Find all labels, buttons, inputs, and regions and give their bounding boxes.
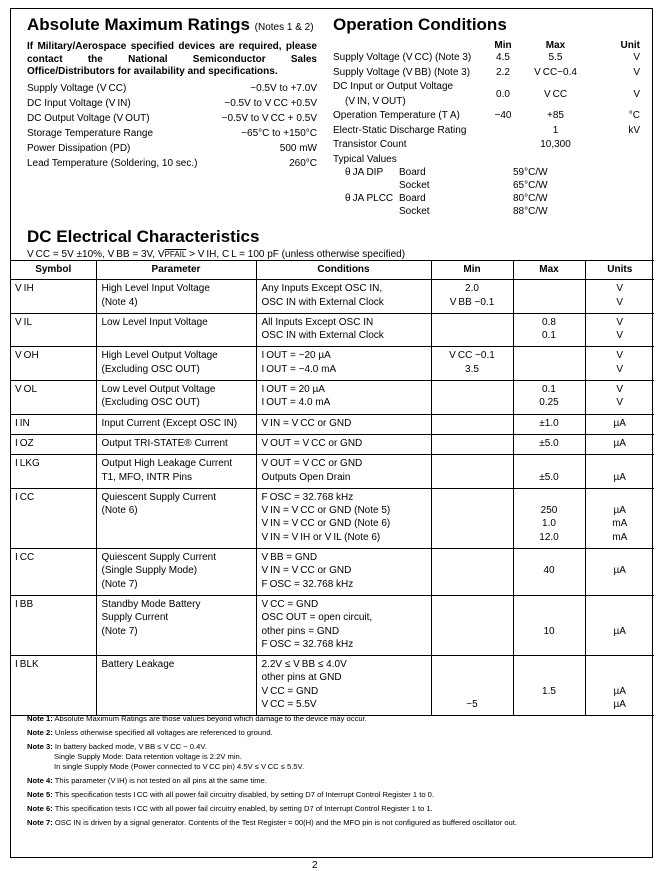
dc-test-conditions: V CC = 5V ±10%, V BB = 3V, VPFAIL > V IH, C L = 100 pF (unless otherwise specified) bbox=[27, 249, 406, 260]
typical-value: 59°C/W bbox=[513, 166, 548, 178]
column-header: Max bbox=[513, 261, 585, 280]
datasheet-page bbox=[10, 8, 653, 858]
table-header-row bbox=[11, 261, 654, 280]
rating-label: DC Output Voltage (V OUT) bbox=[27, 112, 150, 124]
rating-label: Power Dissipation (PD) bbox=[27, 142, 131, 154]
conditions-cell: V BB = GND V IN = V CC or GND F OSC = 32.768 kHz bbox=[256, 549, 431, 596]
operation-conditions-title: Operation Conditions bbox=[333, 15, 507, 34]
dc-characteristics-section bbox=[27, 227, 653, 261]
rating-row bbox=[27, 111, 317, 126]
table-row bbox=[11, 347, 654, 381]
rating-label: Supply Voltage (V CC) bbox=[27, 82, 127, 94]
operation-conditions-header: Min Max Unit bbox=[494, 40, 640, 51]
footnote-label: Note 1: bbox=[27, 714, 53, 723]
typical-package: θ JA PLCC bbox=[345, 192, 394, 204]
rating-value: 260°C bbox=[289, 157, 317, 169]
parameter-cell: Low Level Input Voltage bbox=[96, 313, 256, 347]
condition-name: Supply Voltage (V CC) (Note 3) bbox=[333, 52, 472, 63]
parameter-cell: Quiescent Supply Current (Single Supply Mode) (Note 7) bbox=[96, 549, 256, 596]
condition-unit: V bbox=[633, 52, 640, 63]
footnote-text: This specification tests I CC with all power fail circuitry disabled, by setting D7 of Interrupt Control Register 1 to 0. bbox=[54, 790, 434, 799]
condition-name: Supply Voltage (V BB) (Note 3) bbox=[333, 66, 471, 78]
condition-row bbox=[333, 51, 653, 66]
max-cell: 40 bbox=[513, 549, 585, 596]
parameter-cell: Output TRI-STATE® Current bbox=[96, 434, 256, 454]
parameter-cell: Low Level Output Voltage (Excluding OSC OUT) bbox=[96, 381, 256, 415]
footnote bbox=[27, 742, 647, 772]
parameter-cell: Standby Mode Battery Supply Current (Note 7) bbox=[96, 595, 256, 655]
max-cell: ±5.0 bbox=[513, 434, 585, 454]
conditions-cell: All Inputs Except OSC IN OSC IN with External Clock bbox=[256, 313, 431, 347]
parameter-cell: Input Current (Except OSC IN) bbox=[96, 414, 256, 434]
military-aerospace-warning: If Military/Aerospace specified devices are required, please contact the National Semiconductor Sales Office/Distributors for availability and specifications. bbox=[27, 41, 317, 77]
typical-package: θ JA DIP bbox=[345, 166, 384, 178]
max-cell: 10 bbox=[513, 595, 585, 655]
footnote bbox=[27, 728, 647, 738]
condition-name: Transistor Count bbox=[333, 139, 407, 150]
rating-row bbox=[27, 96, 317, 111]
table-row bbox=[11, 313, 654, 347]
parameter-cell: High Level Output Voltage (Excluding OSC OUT) bbox=[96, 347, 256, 381]
typical-value: 88°C/W bbox=[513, 205, 548, 217]
column-header: Conditions bbox=[256, 261, 431, 280]
symbol-cell: V IH bbox=[11, 280, 96, 314]
typical-package bbox=[333, 205, 399, 218]
column-header: Units bbox=[585, 261, 654, 280]
condition-unit: °C bbox=[628, 110, 640, 121]
units-cell: µA µA bbox=[585, 656, 654, 716]
symbol-cell: I IN bbox=[11, 414, 96, 434]
table-row bbox=[11, 434, 654, 454]
condition-unit bbox=[588, 138, 643, 153]
condition-min: 0.0 bbox=[496, 89, 510, 100]
typical-values bbox=[333, 153, 653, 218]
operation-conditions-section bbox=[333, 15, 653, 218]
symbol-cell: I CC bbox=[11, 488, 96, 548]
units-cell: µA bbox=[585, 434, 654, 454]
min-cell: 2.0 V BB −0.1 bbox=[431, 280, 513, 314]
footnote bbox=[27, 804, 647, 814]
min-cell bbox=[431, 414, 513, 434]
rating-row bbox=[27, 81, 317, 96]
rating-label: Storage Temperature Range bbox=[27, 127, 154, 139]
condition-min bbox=[483, 138, 523, 153]
parameter-cell: Output High Leakage Current T1, MFO, INTR Pins bbox=[96, 455, 256, 489]
footnote-extra: Single Supply Mode: Data retention voltage is 2.2V min. bbox=[54, 752, 242, 761]
footnote-label: Note 3: bbox=[27, 742, 53, 751]
conditions-cell: V IN = V CC or GND bbox=[256, 414, 431, 434]
condition-row bbox=[333, 138, 653, 153]
table-row bbox=[11, 280, 654, 314]
rating-value: −65°C to +150°C bbox=[241, 127, 317, 139]
min-cell bbox=[431, 549, 513, 596]
units-cell: V V bbox=[585, 280, 654, 314]
typical-condition: Board bbox=[399, 166, 426, 178]
max-cell: 0.1 0.25 bbox=[513, 381, 585, 415]
max-cell: 0.8 0.1 bbox=[513, 313, 585, 347]
footnote-text: This parameter (V IH) is not tested on all pins at the same time. bbox=[54, 776, 267, 785]
min-cell bbox=[431, 381, 513, 415]
rating-value: −0.5V to V CC + 0.5V bbox=[221, 112, 317, 124]
condition-row bbox=[333, 80, 653, 109]
typical-row bbox=[333, 192, 653, 205]
absolute-max-ratings-section bbox=[27, 15, 317, 171]
min-cell: V CC −0.1 3.5 bbox=[431, 347, 513, 381]
typical-package bbox=[333, 179, 399, 192]
conditions-cell: I OUT = 20 µA I OUT = 4.0 mA bbox=[256, 381, 431, 415]
conditions-cell: V OUT = V CC or GND bbox=[256, 434, 431, 454]
absolute-max-ratings-title: Absolute Maximum Ratings (Notes 1 & 2) bbox=[27, 15, 314, 34]
rating-value: −0.5V to V CC +0.5V bbox=[224, 97, 317, 109]
typical-row bbox=[333, 205, 653, 218]
footnote-label: Note 5: bbox=[27, 790, 53, 799]
conditions-cell: 2.2V ≤ V BB ≤ 4.0V other pins at GND V CC = GND V CC = 5.5V bbox=[256, 656, 431, 716]
units-cell: µA bbox=[585, 414, 654, 434]
typical-value: 65°C/W bbox=[513, 179, 548, 191]
condition-min: 4.5 bbox=[496, 52, 510, 63]
column-header: Min bbox=[431, 261, 513, 280]
units-cell: V V bbox=[585, 313, 654, 347]
symbol-cell: V OL bbox=[11, 381, 96, 415]
typical-value: 80°C/W bbox=[513, 192, 548, 204]
symbol-cell: V IL bbox=[11, 313, 96, 347]
max-cell: 1.5 bbox=[513, 656, 585, 716]
footnote-text: This specification tests I CC with all power fail circuitry enabled, by setting D7 of Interrupt Control Register 1 to 1. bbox=[54, 804, 433, 813]
footnote-text: In battery backed mode, V BB ≤ V CC − 0.4V. bbox=[54, 742, 207, 751]
footnote-label: Note 7: bbox=[27, 818, 53, 827]
footnote bbox=[27, 776, 647, 786]
footnote-extra: In single Supply Mode (Power connected to V CC pin) 4.5V ≤ V CC ≤ 5.5V. bbox=[54, 762, 305, 771]
footnote-label: Note 6: bbox=[27, 804, 53, 813]
symbol-cell: I BB bbox=[11, 595, 96, 655]
footnote-text: OSC IN is driven by a signal generator. Contents of the Test Register = 00(H) and the MFO pin is not configured as buffered oscillator out. bbox=[54, 818, 517, 827]
symbol-cell: I CC bbox=[11, 549, 96, 596]
footnote bbox=[27, 714, 647, 724]
max-cell: ±1.0 bbox=[513, 414, 585, 434]
max-cell bbox=[513, 280, 585, 314]
parameter-cell: Quiescent Supply Current (Note 6) bbox=[96, 488, 256, 548]
max-cell: 250 1.0 12.0 bbox=[513, 488, 585, 548]
typical-condition: Socket bbox=[399, 179, 430, 191]
typical-row bbox=[333, 179, 653, 192]
footnote-text: Unless otherwise specified all voltages are referenced to ground. bbox=[54, 728, 273, 737]
typical-condition: Board bbox=[399, 192, 426, 204]
column-header: Symbol bbox=[11, 261, 96, 280]
condition-min: −40 bbox=[494, 110, 512, 121]
conditions-cell: V OUT = V CC or GND Outputs Open Drain bbox=[256, 455, 431, 489]
rating-row bbox=[27, 126, 317, 141]
symbol-cell: I OZ bbox=[11, 434, 96, 454]
table-row bbox=[11, 455, 654, 489]
symbol-cell: I LKG bbox=[11, 455, 96, 489]
typical-condition: Socket bbox=[399, 205, 430, 217]
footnote-label: Note 4: bbox=[27, 776, 53, 785]
dc-characteristics-title: DC Electrical Characteristics bbox=[27, 227, 260, 246]
rating-row bbox=[27, 156, 317, 171]
condition-max: 5.5 bbox=[548, 52, 563, 63]
condition-name: DC Input or Output Voltage (V IN, V OUT) bbox=[333, 81, 454, 107]
conditions-cell: Any Inputs Except OSC IN, OSC IN with External Clock bbox=[256, 280, 431, 314]
units-cell: V V bbox=[585, 347, 654, 381]
typical-values-title: Typical Values bbox=[333, 153, 397, 165]
table-row bbox=[11, 656, 654, 716]
condition-max: 10,300 bbox=[540, 139, 571, 150]
table-row bbox=[11, 414, 654, 434]
conditions-cell: F OSC = 32.768 kHz V IN = V CC or GND (Note 5) V IN = V CC or GND (Note 6) V IN = V IH or V IL (Note 6) bbox=[256, 488, 431, 548]
min-cell bbox=[431, 434, 513, 454]
units-cell: µA mA mA bbox=[585, 488, 654, 548]
min-cell bbox=[431, 313, 513, 347]
condition-unit: V bbox=[633, 66, 640, 78]
condition-name: Operation Temperature (T A) bbox=[333, 110, 460, 121]
condition-row bbox=[333, 124, 653, 139]
condition-unit: kV bbox=[628, 124, 640, 136]
condition-max: V CC bbox=[543, 89, 568, 100]
parameter-cell: Battery Leakage bbox=[96, 656, 256, 716]
rating-value: −0.5V to +7.0V bbox=[250, 82, 317, 94]
table-row bbox=[11, 549, 654, 596]
condition-unit: V bbox=[633, 89, 640, 100]
symbol-cell: V OH bbox=[11, 347, 96, 381]
condition-name: Electr-Static Discharge Rating bbox=[333, 124, 467, 136]
condition-max: +85 bbox=[547, 110, 564, 121]
conditions-cell: I OUT = −20 µA I OUT = −4.0 mA bbox=[256, 347, 431, 381]
max-cell: ±5.0 bbox=[513, 455, 585, 489]
rating-row bbox=[27, 141, 317, 156]
min-cell bbox=[431, 595, 513, 655]
min-cell bbox=[431, 455, 513, 489]
operation-conditions-list bbox=[333, 51, 653, 153]
table-row bbox=[11, 595, 654, 655]
condition-min bbox=[483, 124, 523, 139]
units-cell: µA bbox=[585, 455, 654, 489]
units-cell: µA bbox=[585, 549, 654, 596]
conditions-cell: V CC = GND OSC OUT = open circuit, other pins = GND F OSC = 32.768 kHz bbox=[256, 595, 431, 655]
footnote bbox=[27, 790, 647, 800]
typical-row bbox=[333, 166, 653, 179]
rating-value: 500 mW bbox=[279, 142, 317, 154]
rating-label: DC Input Voltage (V IN) bbox=[27, 97, 131, 109]
table-row bbox=[11, 381, 654, 415]
condition-row bbox=[333, 66, 653, 81]
min-cell bbox=[431, 488, 513, 548]
table-row bbox=[11, 488, 654, 548]
condition-max: 1 bbox=[552, 124, 559, 136]
footnote-label: Note 2: bbox=[27, 728, 53, 737]
column-header: Parameter bbox=[96, 261, 256, 280]
rating-label: Lead Temperature (Soldering, 10 sec.) bbox=[27, 157, 198, 169]
min-cell: −5 bbox=[431, 656, 513, 716]
dc-characteristics-table bbox=[11, 260, 654, 716]
condition-max: V CC−0.4 bbox=[534, 66, 577, 78]
units-cell: V V bbox=[585, 381, 654, 415]
condition-row bbox=[333, 109, 653, 124]
parameter-cell: High Level Input Voltage (Note 4) bbox=[96, 280, 256, 314]
page-number: 2 bbox=[312, 860, 318, 871]
max-cell bbox=[513, 347, 585, 381]
symbol-cell: I BLK bbox=[11, 656, 96, 716]
footnote-text: Absolute Maximum Ratings are those values beyond which damage to the device may occur. bbox=[54, 714, 367, 723]
absolute-max-ratings-list bbox=[27, 81, 317, 171]
units-cell: µA bbox=[585, 595, 654, 655]
condition-min: 2.2 bbox=[496, 66, 510, 78]
footnotes bbox=[27, 714, 647, 832]
footnote bbox=[27, 818, 647, 828]
